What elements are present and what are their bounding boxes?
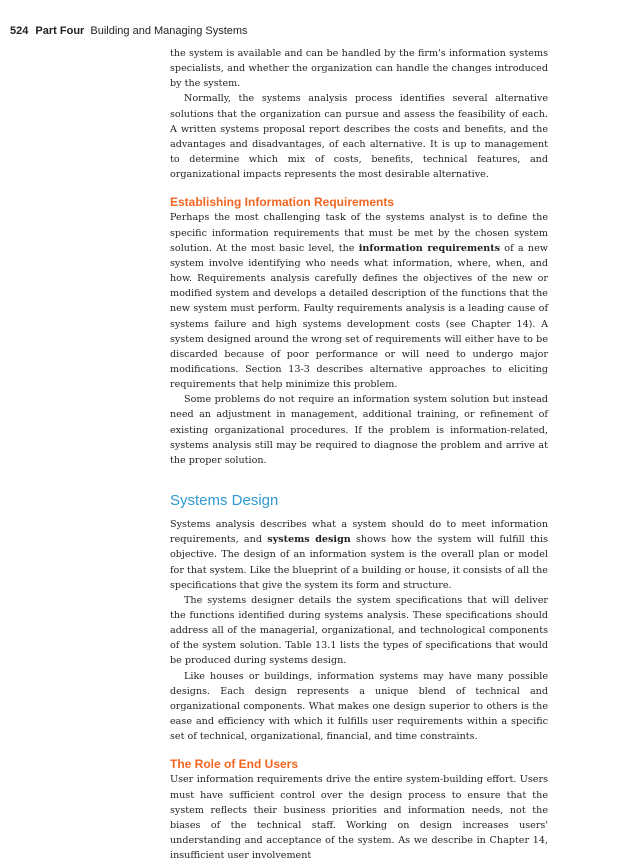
running-head (10, 25, 248, 37)
part-label: Part Four (35, 25, 85, 37)
key-term-systems-design: systems design (267, 534, 351, 546)
intro-paragraph-2: Normally, the systems analysis process identifies several alternative solutions that the organization can pursue and assess the feasibility of each. A written systems proposal report describes the costs and benefits, and the advantages and disadvantages, of each alternative. It is up to management to determine which mix of costs, benefits, technical features, and organizational impacts represents the most desirable alternative. (170, 93, 548, 181)
body-column (170, 46, 548, 863)
info-req-paragraph-2: Some problems do not require an information system solution but instead need an adjustment in management, additional training, or refinement of existing organizational procedures. If the problem is information-related, systems analysis still may be required to diagnose the problem and arrive at the proper solution. (170, 394, 548, 466)
key-term-information-requirements: information requirements (358, 242, 501, 254)
info-req-paragraph-1 (170, 210, 548, 392)
heading-role-of-end-users: The Role of End Users (170, 757, 299, 772)
heading-information-requirements: Establishing Information Requirements (170, 195, 395, 210)
info-req-text-a: Perhaps the most challenging task of the systems analyst is to define the specific information requirements that must be met by the chosen system solution. At the most basic level, the (170, 212, 548, 254)
info-req-text-b: of a new system involve identifying who needs what information, where, when, and how. Requirements analysis carefully defines the objectives of the new or modified system and develops a detailed description of the functions that the new system must perform. Faulty requirements analysis is a leading cause of systems failure and high systems development costs (see Chapter 14). A system designed around the wrong set of requirements will either have to be discarded because of poor performance or will need to undergo major modifications. Section 13-3 describes alternative approaches to eliciting requirements that help minimize this problem. (170, 242, 548, 391)
heading-systems-design: Systems Design (170, 492, 279, 510)
systems-design-text-a: Systems analysis describes what a system should do to meet information requirements, and (170, 519, 548, 546)
systems-design-paragraph-3: Like houses or buildings, information systems may have many possible designs. Each design represents a unique blend of technical and organizational components. What makes one design superior to others is the ease and efficiency with which it fulfills user requirements within a specific set of technical, organizational, financial, and time constraints. (170, 670, 548, 743)
part-title: Building and Managing Systems (90, 25, 248, 37)
systems-design-text-b: shows how the system will fulfill this objective. The design of an information system is the overall plan or model for that system. Like the blueprint of a building or house, it consists of all the specifications that give the system its form and structure. (170, 534, 548, 591)
page-number: 524 (10, 25, 29, 37)
end-users-paragraph-1: User information requirements drive the entire system-building effort. Users must have sufficient control over the design process to ensure that the system reflects their business priorities and information needs, not the biases of the technical staff. Working on design increases users' understanding and acceptance of the system. As we describe in Chapter 14, insufficient user involvement (170, 774, 548, 862)
systems-design-paragraph-2: The systems designer details the system specifications that will deliver the functions identified during systems analysis. These specifications should address all of the managerial, organizational, and technological components of the system solution. Table 13.1 lists the types of specifications that would be produced during systems design. (170, 594, 548, 667)
intro-paragraph-1: the system is available and can be handled by the firm's information systems specialists, and whether the organization can handle the changes introduced by the system. (170, 48, 548, 90)
systems-design-paragraph-1 (170, 517, 548, 593)
